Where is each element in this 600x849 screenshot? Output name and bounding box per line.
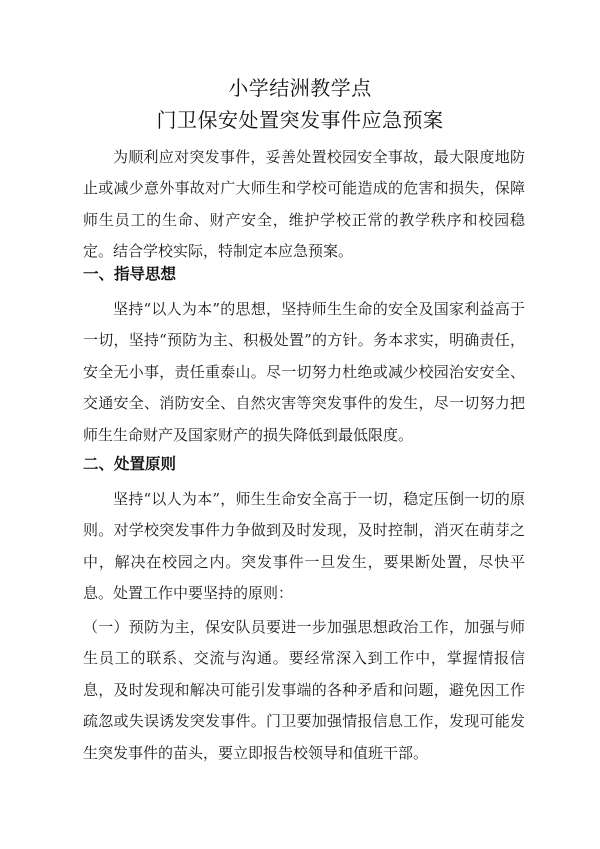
intro-paragraph: 为顺利应对突发事件，妥善处置校园安全事故，最大限度地防止或减少意外事故对广大师生和学校可能造成的危害和损失，保障师生员工的生命、财产安全，维护学校正常的教学秩序和校园稳定。结合学校实际，特制定本应急预案。 (83, 148, 525, 261)
document-title-plan: 门卫保安处置突发事件应急预案 (156, 108, 444, 132)
document-title-school: 小学结洲教学点 (228, 76, 372, 100)
handling-principles-paragraph: 坚持“以人为本”，师生生命安全高于一切，稳定压倒一切的原则。对学校突发事件力争做到及时发现，及时控制，消灭在萌芽之中，解决在校园之内。突发事件一旦发生，要果断处置，尽快平息。处置工作中要坚持的原则： (83, 490, 525, 603)
prevention-first-paragraph: （一）预防为主，保安队员要进一步加强思想政治工作，加强与师生员工的联系、交流与沟通。要经常深入到工作中，掌握情报信息，及时发现和解决可能引发事端的各种矛盾和问题，避免因工作疏忽或失误诱发突发事件。门卫要加强情报信息工作，发现可能发生突发事件的苗头，要立即报告校领导和值班干部。 (83, 618, 525, 762)
section-heading-guiding-ideology: 一、指导思想 (83, 264, 177, 283)
guiding-ideology-paragraph: 坚持“以人为本”的思想，坚持师生生命的安全及国家利益高于一切，坚持“预防为主、积极处置”的方针。务本求实，明确责任，安全无小事，责任重泰山。尽一切努力杜绝或减少校园治安安全、交通安全、消防安全、自然灾害等突发事件的发生，尽一切努力把师生生命财产及国家财产的损失降低到最低限度。 (83, 300, 525, 444)
section-heading-handling-principles: 二、处置原则 (83, 454, 177, 473)
